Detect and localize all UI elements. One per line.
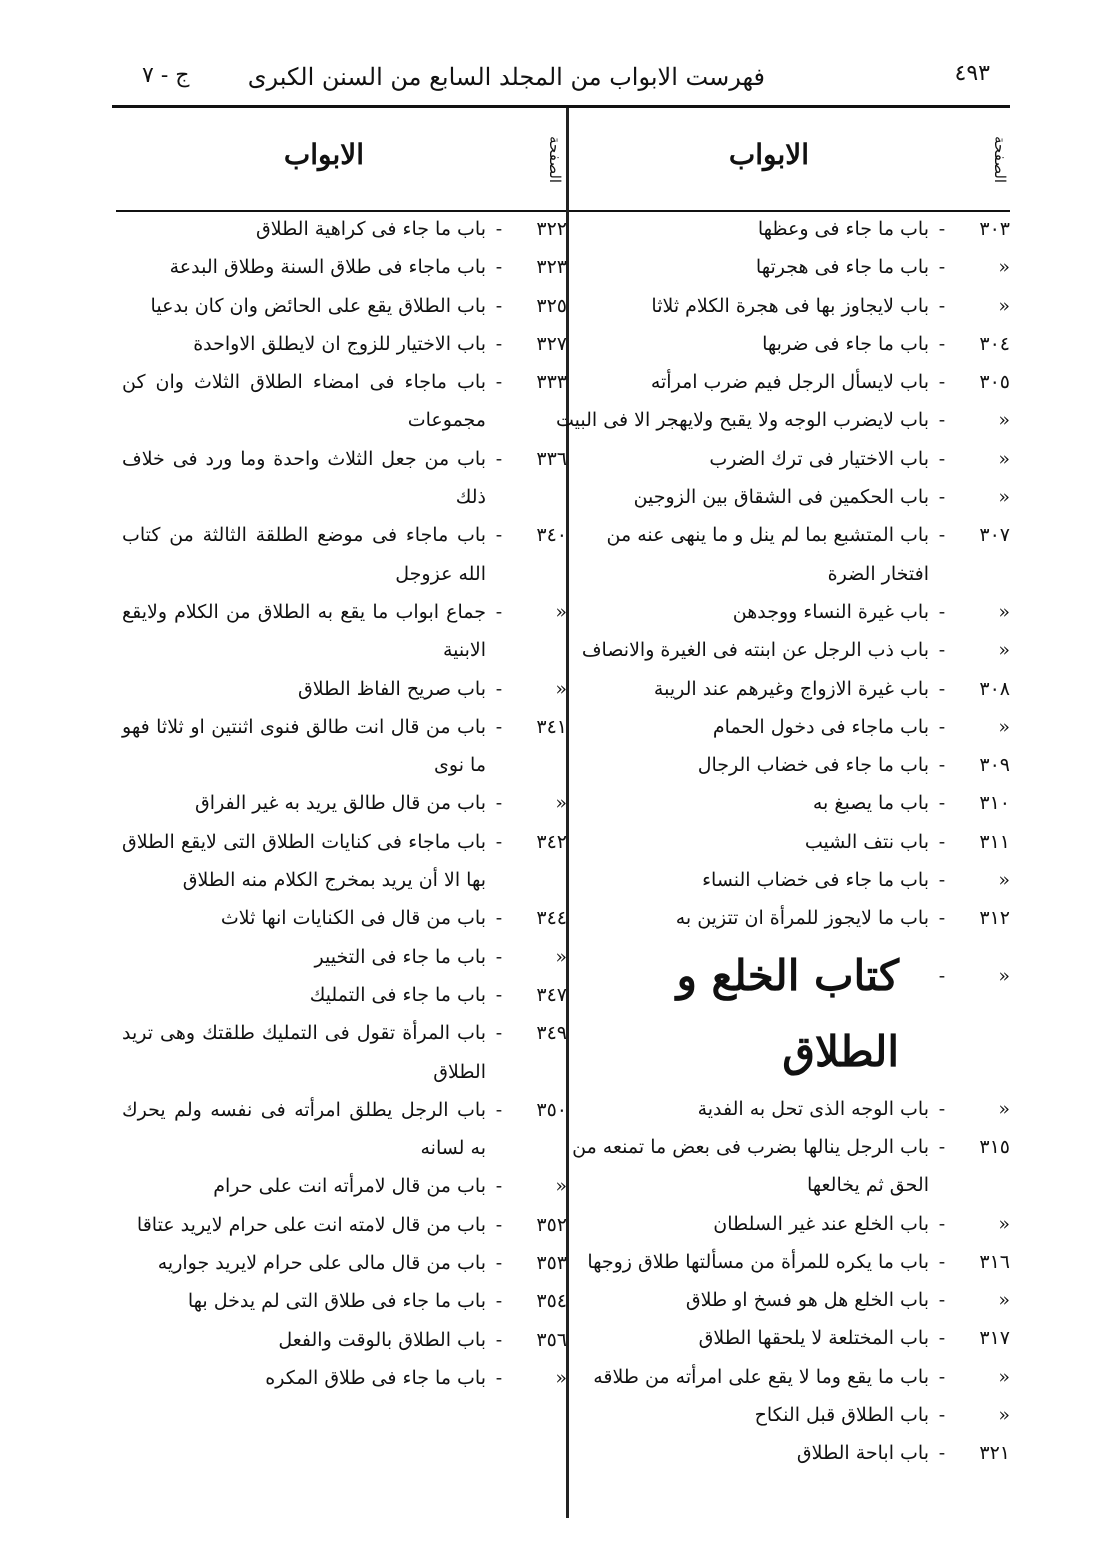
entry-title: باب المتشبع بما لم ينل و ما ينهى عنه من افتخار الضرة [606, 524, 929, 585]
entry-page-number: ٣٥٤ [536, 1290, 567, 1313]
toc-entry [122, 287, 567, 325]
entry-dash: - [495, 945, 503, 968]
entry-page-number: ٣٣٦ [536, 447, 567, 470]
entry-dash: - [938, 907, 946, 930]
entry-dash: - [938, 792, 946, 815]
toc-entry [555, 861, 1010, 899]
entry-page-number: ٣٠٧ [979, 524, 1010, 547]
entry-page-number: ٣٥٦ [536, 1328, 567, 1351]
entry-title: باب ما جاء فى هجرتها [755, 256, 929, 279]
entry-page-number: « [555, 600, 567, 623]
entry-dash: - [938, 677, 946, 700]
entry-page-number: « [555, 677, 567, 700]
entry-title: باب ماجاء فى موضع الطلقة الثالثة من كتاب الله عزوجل [122, 524, 486, 585]
entry-dash: - [495, 524, 503, 547]
entry-page-number: ٣٠٨ [979, 677, 1010, 700]
entry-page-number: « [998, 447, 1010, 470]
page-number: ٤٩٣ [954, 61, 990, 86]
entry-page-number: ٣١٦ [979, 1250, 1010, 1273]
entry-dash: - [938, 754, 946, 777]
toc-entry [122, 1359, 567, 1397]
entry-title: باب ما جاء فى وعظها [757, 218, 929, 240]
toc-entry [555, 1090, 1010, 1128]
entry-page-number: ٣٢٧ [536, 332, 567, 355]
entry-dash: - [495, 1022, 503, 1045]
entry-dash: - [495, 294, 503, 317]
toc-entry [122, 593, 567, 670]
entry-dash: - [495, 792, 503, 815]
entry-title: باب صريح الفاظ الطلاق [297, 677, 486, 700]
toc-entry [122, 708, 567, 785]
toc-entry [122, 440, 567, 517]
entry-dash: - [495, 256, 503, 279]
entry-page-number: « [998, 256, 1010, 279]
toc-entry [122, 363, 567, 440]
entry-page-number: ٣١٢ [979, 907, 1010, 930]
entry-title: باب ما يكره للمرأة من مسألتها طلاق زوجها [587, 1250, 929, 1273]
right-column-entries [555, 210, 1010, 1473]
entry-title: باب من قال مالى على حرام لايريد جواريه [157, 1252, 486, 1275]
toc-entry [555, 1243, 1010, 1281]
toc-entry [555, 784, 1010, 822]
toc-entry [122, 1282, 567, 1320]
toc-entry [122, 1206, 567, 1244]
toc-entry [555, 287, 1010, 325]
toc-entry [555, 1396, 1010, 1434]
entry-title: باب ماجاء فى امضاء الطلاق الثلاث وان كن مجموعات [122, 371, 486, 432]
entry-dash: - [938, 1135, 946, 1158]
entry-dash: - [938, 256, 946, 279]
toc-entry [122, 516, 567, 593]
toc-entry [555, 1128, 1010, 1205]
entry-title: باب من قال انت طالق فنوى اثنتين او ثلاثا فهو ما نوى [122, 715, 486, 777]
entry-dash: - [495, 1213, 503, 1236]
entry-title: باب المرأة تقول فى التمليك طلقتك وهى تريد الطلاق [122, 1022, 486, 1083]
entry-title: باب الحكمين فى الشقاق بين الزوجين [633, 486, 929, 509]
entry-page-number: ٣٤٧ [536, 983, 567, 1006]
toc-entry [122, 1014, 567, 1091]
toc-entry [122, 1321, 567, 1359]
toc-entry [555, 746, 1010, 784]
entry-title: باب ذب الرجل عن ابنته فى الغيرة والانصاف [581, 639, 929, 662]
entry-page-number: « [998, 715, 1010, 738]
entry-title: باب الطلاق يقع على الحائض وان كان بدعيا [150, 294, 486, 317]
entry-dash: - [938, 964, 946, 987]
toc-entry [122, 1091, 567, 1168]
toc-entry [555, 248, 1010, 286]
entry-dash: - [938, 332, 946, 355]
entry-page-number: « [998, 964, 1010, 987]
entry-title: باب من قال فى الكنايات انها ثلاث [220, 907, 486, 930]
entry-page-number: ٣٢٢ [536, 218, 567, 240]
entry-dash: - [938, 1289, 946, 1312]
entry-title: باب ما جاء فى ضربها [762, 332, 929, 355]
toc-entry [555, 1281, 1010, 1319]
entry-page-number: ٣١٠ [979, 792, 1010, 815]
entry-dash: - [495, 600, 503, 623]
entry-page-number: ٣٥٣ [536, 1252, 567, 1275]
entry-dash: - [938, 1212, 946, 1235]
toc-entry [122, 210, 567, 248]
chapters-column-label: الابواب [283, 138, 364, 171]
toc-entry [555, 1358, 1010, 1396]
entry-dash: - [938, 1250, 946, 1273]
toc-entry [122, 823, 567, 900]
entry-page-number: ٣٢٥ [536, 294, 567, 317]
toc-entry [555, 363, 1010, 401]
toc-entry [555, 325, 1010, 363]
entry-title: باب الرجل يطلق امرأته فى نفسه ولم يحرك به لسانه [122, 1098, 486, 1160]
entry-dash: - [495, 1290, 503, 1313]
entry-dash: - [938, 409, 946, 432]
entry-dash: - [495, 907, 503, 930]
toc-entry [122, 248, 567, 286]
toc-entry [555, 401, 1010, 439]
toc-entry [555, 1434, 1010, 1472]
entry-page-number: ٣٤٢ [536, 830, 567, 853]
entry-title: باب المختلعة لا يلحقها الطلاق [698, 1327, 929, 1350]
entry-page-number: ٣٥٢ [536, 1213, 567, 1236]
entry-page-number: « [998, 1212, 1010, 1235]
entry-dash: - [938, 1404, 946, 1427]
toc-entry [122, 325, 567, 363]
book-heading-entry [555, 938, 1010, 1090]
entry-dash: - [495, 332, 503, 355]
toc-entry [555, 670, 1010, 708]
entry-dash: - [495, 1175, 503, 1198]
chapters-column-label: الابواب [728, 138, 809, 171]
entry-dash: - [938, 218, 946, 240]
entry-title: باب الاختيار فى ترك الضرب [709, 447, 929, 470]
entry-title: باب الوجه الذى تحل به الفدية [697, 1097, 929, 1120]
entry-page-number: « [998, 486, 1010, 509]
entry-title: باب ما يقع وما لا يقع على امرأته من طلاقه [593, 1365, 929, 1388]
entry-title: باب ماجاء فى دخول الحمام [712, 715, 929, 738]
entry-page-number: « [998, 1097, 1010, 1120]
book-title: كتاب الخلع و الطلاق [676, 950, 899, 1076]
entry-title: باب الخلع عند غير السلطان [713, 1212, 929, 1235]
entry-title: باب ما جاء فى خضاب النساء [702, 869, 929, 892]
entry-dash: - [495, 677, 503, 700]
entry-title: باب ماجاء فى طلاق السنة وطلاق البدعة [169, 256, 486, 279]
entry-title: باب الخلع هل هو فسخ او طلاق [685, 1289, 929, 1312]
entry-title: باب من قال لامته انت على حرام لايريد عتاقا [136, 1213, 486, 1236]
toc-entry [555, 210, 1010, 248]
entry-title: جماع ابواب ما يقع به الطلاق من الكلام ولايقع الابنية [122, 600, 486, 662]
right-column-header [569, 120, 1009, 200]
entry-page-number: « [555, 1175, 567, 1198]
entry-page-number: ٣٢٣ [536, 256, 567, 279]
toc-entry [555, 440, 1010, 478]
entry-dash: - [938, 524, 946, 547]
entry-title: باب الطلاق بالوقت والفعل [278, 1328, 486, 1351]
entry-title: باب ما جاء فى التخيير [314, 945, 486, 968]
entry-dash: - [938, 715, 946, 738]
entry-title: باب من جعل الثلاث واحدة وما ورد فى خلاف ذلك [122, 447, 486, 509]
entry-title: باب الطلاق قبل النكاح [754, 1404, 929, 1427]
entry-title: باب الاختيار للزوج ان لايطلق الاواحدة [193, 332, 486, 355]
entry-dash: - [495, 1366, 503, 1389]
entry-dash: - [938, 371, 946, 394]
entry-page-number: ٣٤١ [536, 715, 567, 738]
toc-entry [122, 1244, 567, 1282]
toc-entry [555, 823, 1010, 861]
entry-page-number: « [998, 639, 1010, 662]
entry-title: باب من قال لامرأته انت على حرام [213, 1175, 486, 1198]
entry-dash: - [495, 830, 503, 853]
entry-page-number: ٣٢١ [979, 1442, 1010, 1465]
toc-entry [122, 670, 567, 708]
entry-page-number: « [998, 600, 1010, 623]
entry-page-number: « [555, 1366, 567, 1389]
entry-page-number: ٣٤٠ [536, 524, 567, 547]
entry-dash: - [495, 1252, 503, 1275]
entry-dash: - [495, 218, 503, 240]
entry-dash: - [938, 830, 946, 853]
running-title: فهرست الابواب من المجلد السابع من السنن الكبرى [247, 63, 765, 91]
left-column-entries [122, 210, 567, 1397]
entry-title: باب غيرة النساء ووجدهن [732, 600, 929, 623]
entry-page-number: « [998, 869, 1010, 892]
entry-page-number: ٣٠٣ [979, 218, 1010, 240]
toc-entry [122, 938, 567, 976]
entry-dash: - [938, 869, 946, 892]
entry-title: باب لايجاوز بها فى هجرة الكلام ثلاثا [651, 294, 929, 317]
entry-dash: - [938, 294, 946, 317]
entry-title: باب اباحة الطلاق [796, 1442, 929, 1465]
toc-entry [555, 1319, 1010, 1357]
entry-dash: - [938, 447, 946, 470]
entry-page-number: ٣١٧ [979, 1327, 1010, 1350]
entry-page-number: ٣٠٥ [979, 371, 1010, 394]
page-column-label: الصفحة [991, 136, 1009, 184]
toc-entry [122, 976, 567, 1014]
entry-dash: - [495, 1328, 503, 1351]
entry-title: باب ما جاء فى خضاب الرجال [697, 754, 929, 777]
entry-page-number: ٣٤٤ [536, 907, 567, 930]
entry-page-number: « [998, 1289, 1010, 1312]
entry-title: باب غيرة الازواج وغيرهم عند الريبة [653, 677, 929, 700]
entry-title: باب ما جاء فى طلاق المكره [265, 1366, 486, 1389]
entry-page-number: ٣٣٣ [536, 371, 567, 394]
entry-title: باب لايسأل الرجل فيم ضرب امرأته [650, 371, 929, 394]
entry-title: باب ما جاء فى طلاق التى لم يدخل بها [187, 1290, 486, 1313]
toc-entry [555, 708, 1010, 746]
entry-page-number: ٣٤٩ [536, 1022, 567, 1045]
toc-entry [555, 516, 1010, 593]
entry-title: باب الرجل ينالها بضرب فى بعض ما تمنعه من الحق ثم يخالعها [572, 1135, 929, 1197]
header-rule [112, 105, 1010, 108]
entry-dash: - [495, 983, 503, 1006]
toc-entry [122, 899, 567, 937]
entry-page-number: « [998, 409, 1010, 432]
entry-page-number: ٣٥٠ [536, 1098, 567, 1121]
entry-page-number: « [998, 1365, 1010, 1388]
toc-entry [122, 1167, 567, 1205]
entry-dash: - [495, 715, 503, 738]
left-column-header [114, 120, 564, 200]
toc-entry [122, 784, 567, 822]
entry-page-number: ٣٠٤ [979, 332, 1010, 355]
entry-page-number: ٣١٥ [979, 1135, 1010, 1158]
volume-label: ج - ٧ [142, 63, 190, 88]
entry-dash: - [938, 600, 946, 623]
entry-page-number: « [998, 294, 1010, 317]
entry-dash: - [938, 1097, 946, 1120]
entry-page-number: « [998, 1404, 1010, 1427]
entry-dash: - [495, 447, 503, 470]
toc-entry [555, 631, 1010, 669]
entry-dash: - [495, 1098, 503, 1121]
entry-dash: - [938, 486, 946, 509]
entry-title: باب نتف الشيب [804, 830, 929, 853]
entry-title: باب ما لايجوز للمرأة ان تتزين به [675, 907, 929, 930]
entry-title: باب ما جاء فى التمليك [309, 983, 486, 1006]
entry-title: باب ما جاء فى كراهية الطلاق [256, 218, 486, 240]
toc-entry [555, 478, 1010, 516]
entry-title: باب من قال طالق يريد به غير الفراق [195, 792, 486, 815]
toc-entry [555, 899, 1010, 937]
page-column-label: الصفحة [546, 136, 564, 184]
entry-dash: - [495, 371, 503, 394]
entry-page-number: « [555, 945, 567, 968]
entry-dash: - [938, 639, 946, 662]
entry-title: باب لايضرب الوجه ولا يقبح ولايهجر الا فى البيت [555, 409, 929, 432]
entry-dash: - [938, 1327, 946, 1350]
toc-entry [555, 593, 1010, 631]
entry-page-number: ٣١١ [979, 830, 1010, 853]
toc-entry [555, 1205, 1010, 1243]
page-header [110, 55, 1010, 107]
entry-dash: - [938, 1442, 946, 1465]
entry-title: باب ما يصبغ به [812, 792, 929, 815]
entry-dash: - [938, 1365, 946, 1388]
entry-page-number: « [555, 792, 567, 815]
entry-page-number: ٣٠٩ [979, 754, 1010, 777]
entry-title: باب ماجاء فى كنايات الطلاق التى لايقع الطلاق بها الا أن يريد بمخرج الكلام منه الطلاق [122, 830, 486, 892]
